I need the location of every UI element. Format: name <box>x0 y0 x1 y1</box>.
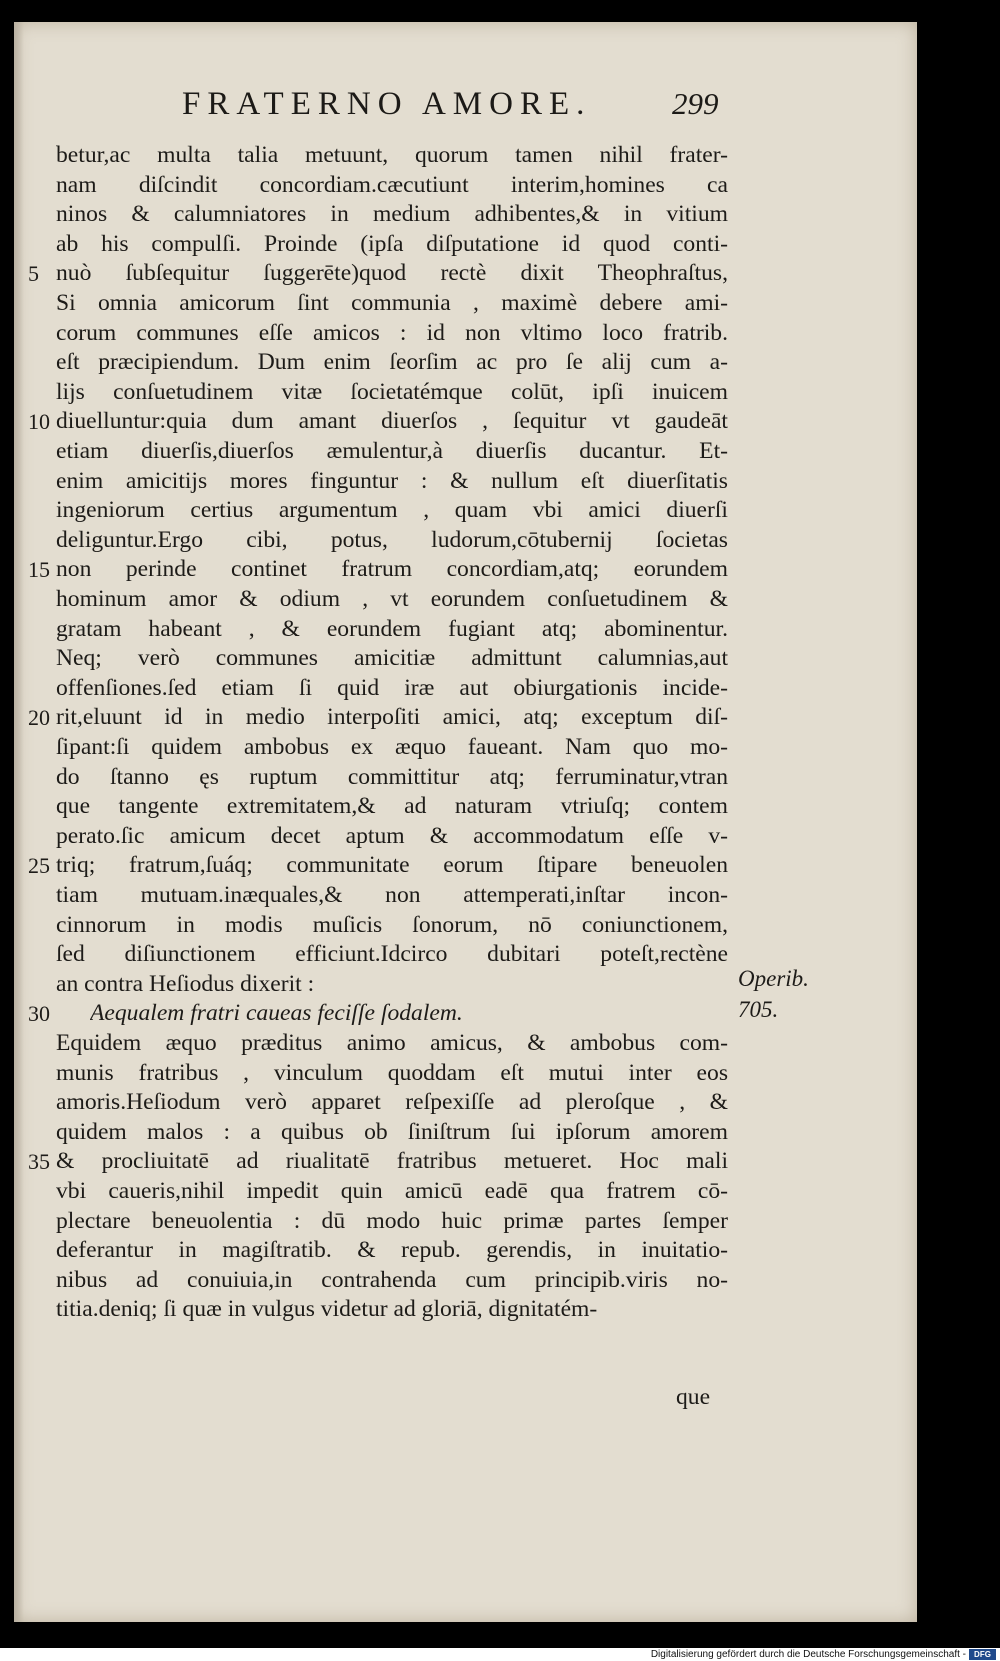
text-line: etiam diuerſis,diuerſos æmulentur,à diuerſis ducantur. Et- <box>56 438 728 464</box>
text-line: Si omnia amicorum ſint communia , maximè debere ami- <box>56 290 728 316</box>
text-line: cinnorum in modis muſicis ſonorum, nō coniunctionem, <box>56 911 728 938</box>
text-line: deferantur in magiſtratib. & repub. gerendis, in inuitatio- <box>56 1237 728 1264</box>
line-number-marker: 10 <box>28 409 50 435</box>
text-line: diuelluntur:quia dum amant diuerſos , ſequitur vt gaudeāt <box>56 408 728 435</box>
text-line: perato.ſic amicum decet aptum & accommodatum eſſe v- <box>56 822 728 849</box>
line-number-marker: 35 <box>28 1149 50 1175</box>
line-number-marker: 15 <box>28 557 50 583</box>
text-line: betur,ac multa talia metuunt, quorum tamen nihil frater- <box>56 142 728 168</box>
margin-note-line-2: 705. <box>738 997 779 1022</box>
text-line: an contra Heſiodus dixerit : <box>56 970 315 997</box>
text-line: munis fratribus , vinculum quoddam eſt mutui inter eos <box>56 1059 728 1086</box>
footer-bar <box>0 1648 1000 1661</box>
text-line: vbi caueris,nihil impedit quin amicū eadē qua fratrem cō- <box>56 1178 728 1204</box>
text-line: amoris.Heſiodum verò apparet reſpexiſſe ad pleroſque , & <box>56 1089 728 1116</box>
funding-credit: Digitalisierung gefördert durch die Deutsche Forschungsgemeinschaft - <box>650 1649 966 1660</box>
text-line: quidem malos : a quibus ob ſiniſtrum ſui ipſorum amorem <box>56 1118 728 1145</box>
text-line: triq; fratrum,ſuáq; communitate eorum ſtipare beneuolen <box>56 852 728 879</box>
text-line: rit,eluunt id in medio interpoſiti amici, atq; exceptum diſ- <box>56 704 728 731</box>
text-line: lijs conſuetudinem vitæ ſocietatémque colūt, ipſi inuicem <box>56 378 728 405</box>
line-number-marker: 5 <box>28 261 39 287</box>
catchword: que <box>676 1384 711 1410</box>
dfg-logo: DFG <box>969 1649 996 1660</box>
text-line: deliguntur.Ergo cibi, potus, ludorum,cōtubernij ſocietas <box>56 526 728 553</box>
text-line: plectare beneuolentia : dū modo huic primæ partes ſemper <box>56 1207 728 1234</box>
text-line: tiam mutuam.inæquales,& non attemperati,inſtar incon- <box>56 882 728 908</box>
text-line: offenſiones.ſed etiam ſi quid iræ aut obiurgationis incide- <box>56 674 728 701</box>
text-line: nibus ad conuiuia,in contrahenda cum principib.viris no- <box>56 1266 728 1293</box>
text-line: Neq; verò communes amicitiæ admittunt calumnias,aut <box>56 645 728 672</box>
text-line: corum communes eſſe amicos : id non vltimo loco fratrib. <box>56 319 728 346</box>
running-head: FRATERNO AMORE. <box>182 86 592 122</box>
text-line: ſipant:ſi quidem ambobus ex æquo faueant. Nam quo mo- <box>56 734 728 760</box>
text-line: enim amicitijs mores finguntur : & nullum eſt diuerſitatis <box>56 467 728 494</box>
text-line: que tangente extremitatem,& ad naturam vtriuſq; contem <box>56 793 728 820</box>
verse-quotation: Aequalem fratri caueas feciſſe ſodalem. <box>90 1000 463 1027</box>
line-number-marker: 25 <box>28 853 50 879</box>
line-number-marker: 20 <box>28 705 50 731</box>
text-line: Equidem æquo præditus animo amicus, & ambobus com- <box>56 1030 728 1056</box>
line-number-marker: 30 <box>28 1001 50 1027</box>
text-line: non perinde continet fratrum concordiam,atq; eorundem <box>56 556 728 583</box>
text-line: do ſtanno ęs ruptum committitur atq; ferruminatur,vtran <box>56 763 728 790</box>
text-line: ninos & calumniatores in medium adhibentes,& in vitium <box>56 201 728 228</box>
book-page <box>14 22 917 1622</box>
text-line: nuò ſubſequitur ſuggerēte)quod rectè dixit Theophraſtus, <box>56 260 728 287</box>
page-number: 299 <box>672 86 719 121</box>
text-line: eſt præcipiendum. Dum enim ſeorſim ac pro ſe alij cum a- <box>56 349 728 376</box>
text-line: ab his compulſi. Proinde (ipſa diſputatione id quod conti- <box>56 230 728 257</box>
text-line: ingeniorum certius argumentum , quam vbi amici diuerſi <box>56 497 728 524</box>
text-line: ſed diſiunctionem efficiunt.Idcirco dubitari poteſt,rectène <box>56 941 728 968</box>
text-line: titia.deniq; ſi quæ in vulgus videtur ad gloriā, dignitatém- <box>56 1296 598 1323</box>
text-line: & procliuitatē ad riualitatē fratribus metueret. Hoc mali <box>56 1148 728 1175</box>
text-line: gratam habeant , & eorundem fugiant atq; abominentur. <box>56 615 728 642</box>
text-line: hominum amor & odium , vt eorundem conſuetudinem & <box>56 586 728 612</box>
margin-note-line-1: Operib. <box>738 966 809 991</box>
text-line: nam diſcindit concordiam.cæcutiunt interim,homines ca <box>56 171 728 198</box>
